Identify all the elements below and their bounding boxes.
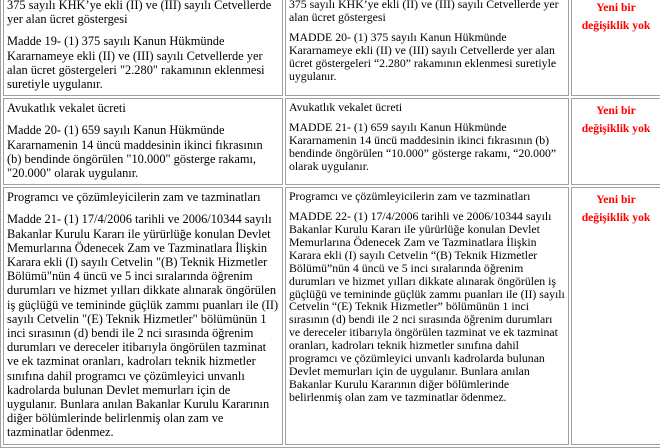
article-text: Madde 19- (1) 375 sayılı Kanun Hükmünde Kararnameye ekli (II) ve (III) sayılı Cetvellerde yer alan ücret göstergeleri "2.280" rakamının eklenmesi suretiyle uygulanır. — [7, 34, 265, 92]
article-text: MADDE 21- (1) 659 sayılı Kanun Hükmünde Kararnamenin 14 üncü maddesinin ikinci fıkrasının (b) bendinde öngörülen “10.000” gösterge rakamı, “20.000” olarak uygulanır. — [289, 120, 557, 173]
old-text-cell — [3, 187, 283, 444]
new-text-cell — [285, 0, 569, 96]
change-note: Yeni bir değişiklik yok — [581, 1, 651, 32]
article-heading: Programcı ve çözümleyicilerin zam ve tazminatları — [289, 189, 531, 204]
table-row — [3, 98, 660, 185]
article-heading: Avukatlık vekalet ücreti — [7, 101, 126, 116]
change-note-cell — [571, 0, 660, 96]
change-note-cell — [571, 98, 660, 185]
article-text: MADDE 22- (1) 17/4/2006 tarihli ve 2006/10344 sayılı Bakanlar Kurulu Kararı ile yürürlüğe konulan Devlet Memurlarına Ödenecek Zam ve Tazminatlara İlişkin Karara ekli (I) sayılı Cetvelin “(B) Teknik Hizmetler Bölümü”nün 4 üncü ve 5 inci sıralarında öğrenim durumları ve hizmet yılları dikkate alınarak öngörülen iş güçlüğü ve temininde güçlük zammı puanları ile (II) sayılı Cetvelin “(E) Teknik Hizmetler” bölümünün 1 inci sırasının (d) bendi ile 2 nci sırasında öğrenim durumları ve dereceler itibarıyla öngörülen tazminat ve ek tazminat oranları, kadroları teknik hizmetler sınıfına dahil programcı ve çözümleyici unvanlı kadrolarda bulunan Devlet memurları için de uygulanır. Bunlara anılan Bakanlar Kurulu Kararının diğer bölümlerinde belirlenmiş olan zam ve tazminatlar ödenmez. — [289, 209, 565, 404]
article-text: MADDE 20- (1) 375 sayılı Kanun Hükmünde Kararnameye ekli (II) ve (III) sayılı Cetvellerde yer alan ücret göstergeleri “2.280” rakamının eklenmesi suretiyle uygulanır. — [289, 29, 557, 83]
article-heading: Avukatlık vekalet ücreti — [289, 100, 403, 115]
old-text-cell — [3, 0, 283, 96]
new-text-cell — [285, 98, 569, 185]
change-note: Yeni bir değişiklik yok — [581, 193, 651, 225]
article-text: Madde 21- (1) 17/4/2006 tarihli ve 2006/10344 sayılı Bakanlar Kurulu Kararı ile yürürlüğe konulan Devlet Memurlarına Ödenecek Zam ve Tazminatlara İlişkin Karara ekli (I) sayılı Cetvelin "(B) Teknik Hizmetler Bölümü"nün 4 üncü ve 5 inci sıralarında öğrenim durumları ve hizmet yılları dikkate alınarak öngörülen iş güçlüğü ve temininde güçlük zammı puanları ile (II) sayılı Cetvelin "(E) Teknik Hizmetler" bölümünün 1 inci sırasının (d) bendi ile 2 nci sırasında öğrenim durumları ve dereceler itibarıyla öngörülen tazminat ve ek tazminat oranları, kadroları teknik hizmetler sınıfına dahil programcı ve çözümleyici unvanlı kadrolarda bulunan Devlet memurları için de uygulanır. Bunlara anılan Bakanlar Kurulu Kararının diğer bölümlerinde belirlenmiş olan zam ve tazminatlar ödenmez. — [7, 212, 279, 440]
table-row — [3, 187, 660, 444]
new-text-cell — [285, 187, 569, 444]
article-text: Madde 20- (1) 659 sayılı Kanun Hükmünde Kararnamenin 14 üncü maddesinin ikinci fıkrasının (b) bendinde öngörülen "10.000" gösterge rakamı, "20.000" olarak uygulanır. — [7, 123, 263, 181]
change-note: Yeni bir değişiklik yok — [581, 104, 651, 136]
article-heading: Programcı ve çözümleyicilerin zam ve tazminatları — [7, 190, 261, 205]
change-note-cell — [571, 187, 660, 444]
old-text-cell — [3, 98, 283, 185]
article-heading: 375 sayılı KHK’ye ekli (II) ve (III) sayılı Cetvellerde yer alan ücret göstergesi — [7, 0, 272, 27]
table-row — [3, 0, 660, 96]
article-heading: 375 sayılı KHK’ye ekli (II) ve (III) sayılı Cetvellerde yer alan ücret göstergesi — [289, 0, 559, 24]
